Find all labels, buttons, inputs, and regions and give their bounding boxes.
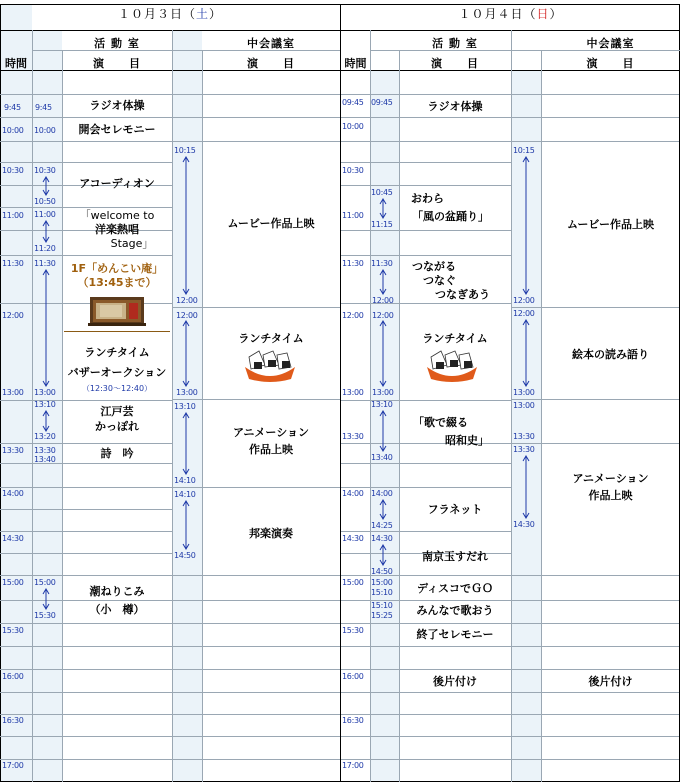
slot-time: 12:00 (372, 296, 394, 305)
slot-time: 14:30 (371, 534, 393, 543)
time-label: 10:00 (342, 122, 364, 131)
slot-time: 14:50 (174, 551, 196, 560)
time-label: 10:30 (342, 166, 364, 175)
time-label: 15:00 (2, 578, 24, 587)
event-disco: ディスコでＧＯ (416, 582, 494, 595)
event-hogaku: 邦楽演奏 (249, 527, 293, 540)
slot-time: 12:00 (513, 296, 535, 305)
time-label: 14:00 (342, 489, 364, 498)
program-header: 演 目 (247, 57, 295, 70)
slot-time: 13:30 (513, 432, 535, 441)
time-label: 14:30 (342, 534, 364, 543)
time-header: 時間 (5, 57, 27, 70)
slot-time: 13:40 (34, 455, 56, 464)
event-cleanup: 後片付け (433, 675, 477, 688)
event-animation: アニメーション 作品上映 (232, 426, 309, 456)
slot-time: 14:10 (174, 476, 196, 485)
slot-time: 11:15 (371, 220, 393, 229)
slot-time: 14:10 (174, 490, 196, 499)
slot-time: 11:30 (371, 259, 393, 268)
day1-title: １０月３日（土） (117, 7, 223, 21)
time-label: 14:00 (2, 489, 24, 498)
event-radio-exercise: ラジオ体操 (89, 99, 145, 112)
event-shigin: 詩 吟 (100, 447, 134, 460)
time-label: 9:45 (4, 103, 21, 112)
slot-time: 14:25 (371, 521, 393, 530)
slot-time: 13:10 (174, 402, 196, 411)
event-closing-ceremony: 終了セレモニー (416, 628, 494, 641)
slot-time: 15:30 (34, 611, 56, 620)
time-label: 17:00 (342, 761, 364, 770)
time-label: 15:30 (342, 626, 364, 635)
event-hula: フラネット (427, 503, 483, 516)
slot-time: 11:30 (34, 259, 56, 268)
event-opening-ceremony: 開会セレモニー (78, 123, 156, 136)
time-label: 13:00 (342, 388, 364, 397)
slot-time: 14:00 (371, 489, 393, 498)
time-label: 12:00 (342, 311, 364, 320)
event-nankin-tamasudare: 南京玉すだれ (422, 550, 488, 563)
slot-time: 12:00 (176, 311, 198, 320)
event-singalong: みんなで歌おう (416, 604, 494, 617)
time-label: 11:30 (2, 259, 24, 268)
time-label: 11:00 (2, 211, 24, 220)
event-tsunagaru: つながる つなぐ つなぎあう (412, 260, 490, 301)
slot-time: 13:10 (371, 400, 393, 409)
slot-time: 15:00 (371, 578, 393, 587)
time-header: 時間 (344, 57, 367, 70)
slot-time: 09:45 (371, 98, 393, 107)
room-b-header: 中会議室 (247, 37, 295, 50)
slot-time: 11:20 (34, 244, 56, 253)
slot-time: 13:30 (513, 445, 535, 454)
time-label: 16:30 (342, 716, 364, 725)
event-picture-book: 絵本の読み語り (572, 348, 649, 361)
slot-time: 15:00 (34, 578, 56, 587)
time-label: 10:30 (2, 166, 24, 175)
day2-title: １０月４日（日） (458, 7, 563, 21)
event-accordion: アコーディオン (79, 177, 155, 190)
slot-time: 15:10 (371, 601, 393, 610)
slot-time: 13:00 (372, 388, 394, 397)
room-b-header: 中会議室 (586, 37, 635, 50)
event-showa-songs: 「歌で綴る 昭和史」 (413, 416, 489, 447)
program-header: 演 目 (431, 57, 479, 70)
slot-time: 11:00 (34, 210, 56, 219)
event-movie: ムービー作品上映 (566, 218, 654, 231)
event-owara: おわら 「風の盆踊り」 (411, 192, 489, 223)
event-lunch: ランチタイム (422, 332, 488, 345)
event-welcome-stage: 「welcome to 洋楽熱唱 Stage」 (79, 209, 155, 250)
event-lunch: ランチタイム (238, 332, 304, 345)
slot-time: 13:30 (34, 446, 56, 455)
event-radio-exercise: ラジオ体操 (427, 100, 483, 113)
time-label: 16:00 (2, 672, 24, 681)
slot-time: 13:00 (513, 388, 535, 397)
event-shio-nerikomi: 潮ねりこみ （小 樽） (89, 585, 145, 616)
event-animation: アニメーション 作品上映 (572, 472, 649, 502)
time-label: 10:00 (2, 126, 24, 135)
slot-time: 13:20 (34, 432, 56, 441)
slot-time: 10:15 (513, 146, 535, 155)
slot-time: 14:50 (371, 567, 393, 576)
time-label: 13:00 (2, 388, 24, 397)
time-label: 11:00 (342, 211, 364, 220)
slot-time: 12:00 (513, 309, 535, 318)
event-lunch-bazaar: ランチタイム バザーオークション （12:30～12:40） (67, 346, 167, 393)
room-a-header: 活 動 室 (432, 37, 478, 50)
room-a-header: 活 動 室 (94, 37, 140, 50)
time-label: 13:30 (342, 432, 364, 441)
time-label: 15:00 (342, 578, 364, 587)
slot-time: 13:40 (371, 453, 393, 462)
time-label: 16:00 (342, 672, 364, 681)
time-label: 11:30 (342, 259, 364, 268)
slot-time: 13:10 (34, 400, 56, 409)
slot-time: 13:00 (34, 388, 56, 397)
slot-time: 15:10 (371, 588, 393, 597)
slot-time: 9:45 (35, 103, 52, 112)
promo-text: 1F「めんこい庵」 （13:45まで） (70, 262, 164, 289)
slot-time: 10:15 (174, 146, 196, 155)
time-label: 13:30 (2, 446, 24, 455)
slot-time: 13:00 (513, 401, 535, 410)
time-label: 15:30 (2, 626, 24, 635)
slot-time: 10:30 (34, 166, 56, 175)
time-label: 12:00 (2, 311, 24, 320)
event-cleanup: 後片付け (588, 675, 633, 688)
slot-time: 14:30 (513, 520, 535, 529)
program-header: 演 目 (586, 57, 635, 70)
event-movie: ムービー作品上映 (227, 217, 315, 230)
program-header: 演 目 (93, 57, 141, 70)
time-label: 14:30 (2, 534, 24, 543)
slot-time: 15:25 (371, 611, 393, 620)
event-edo-kappore: 江戸芸 かっぽれ (95, 405, 139, 433)
slot-time: 10:45 (371, 188, 393, 197)
time-label: 16:30 (2, 716, 24, 725)
time-label: 09:45 (342, 98, 364, 107)
time-label: 17:00 (2, 761, 24, 770)
slot-time: 12:00 (176, 296, 198, 305)
slot-time: 13:00 (176, 388, 198, 397)
slot-time: 10:00 (34, 126, 56, 135)
slot-time: 10:50 (34, 197, 56, 206)
slot-time: 12:00 (372, 311, 394, 320)
